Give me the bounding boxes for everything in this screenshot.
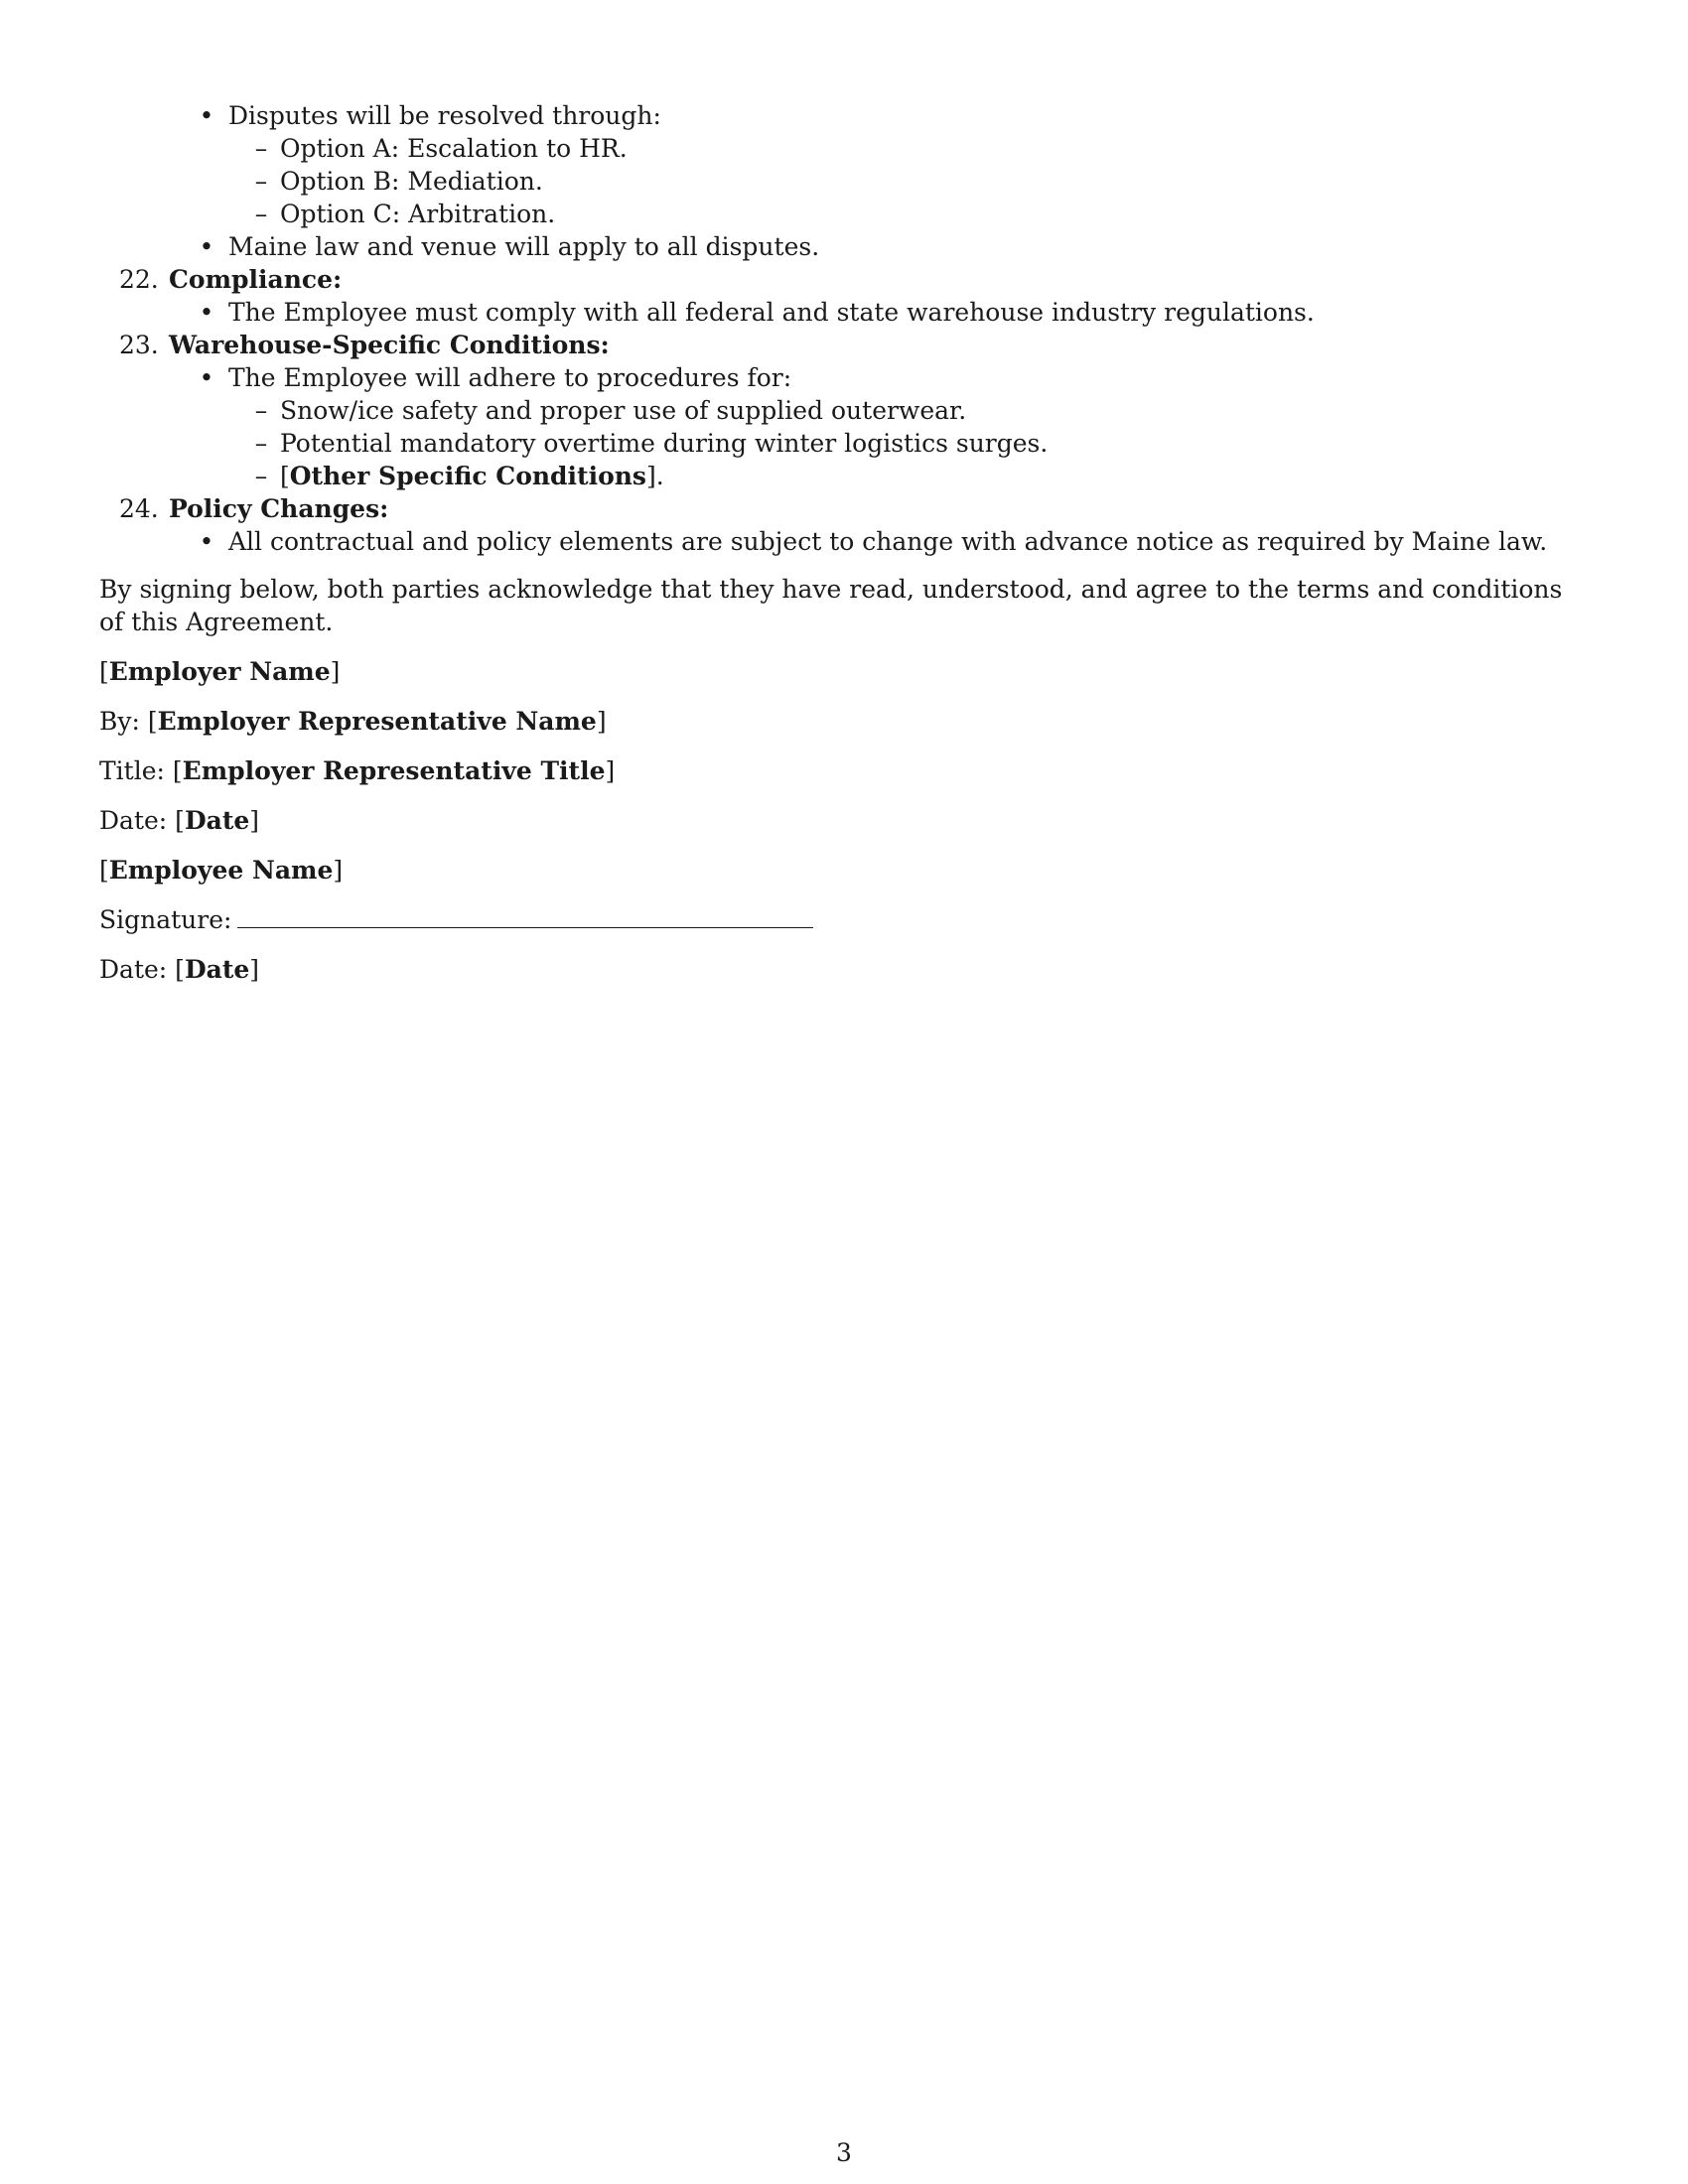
employee-signature-line bbox=[99, 903, 1589, 936]
bullet-icon: • bbox=[199, 101, 214, 130]
dash-icon: – bbox=[254, 462, 268, 490]
section-number: 24. bbox=[119, 494, 159, 523]
list-subitem bbox=[99, 394, 1589, 427]
dispute-option-c: Option C: Arbitration. bbox=[280, 200, 556, 228]
warehouse-intro: The Employee will adhere to procedures for: bbox=[228, 363, 792, 392]
signature-field[interactable] bbox=[237, 903, 813, 928]
employee-date: Date bbox=[184, 955, 250, 984]
dash-icon: – bbox=[254, 167, 268, 196]
dash-icon: – bbox=[254, 396, 268, 425]
acknowledgement-paragraph: By signing below, both parties acknowledge that they have read, understood, and agree to the terms and conditions of this Agreement. bbox=[99, 575, 1563, 636]
list-subitem bbox=[99, 132, 1589, 165]
dash-icon: – bbox=[254, 134, 268, 163]
employer-date: Date bbox=[184, 806, 250, 835]
date-label: Date: bbox=[99, 955, 168, 984]
list-subitem bbox=[99, 165, 1589, 198]
page-number: 3 bbox=[836, 2138, 852, 2167]
list-subitem bbox=[99, 427, 1589, 460]
list-item bbox=[99, 525, 1589, 558]
bullet-icon: • bbox=[199, 363, 214, 392]
employer-date-line: Date: [Date] bbox=[99, 806, 260, 835]
employer-name: Employer Name bbox=[108, 657, 331, 686]
list-item bbox=[99, 230, 1589, 263]
date-label: Date: bbox=[99, 806, 168, 835]
document-body bbox=[99, 99, 1589, 986]
section-heading bbox=[99, 492, 1589, 525]
list-item bbox=[99, 296, 1589, 329]
section-heading bbox=[99, 329, 1589, 361]
employer-rep-title: Employer Representative Title bbox=[182, 756, 606, 785]
dispute-option-b: Option B: Mediation. bbox=[280, 167, 543, 196]
employer-title-line: Title: [Employer Representative Title] bbox=[99, 756, 616, 785]
dispute-option-a: Option A: Escalation to HR. bbox=[280, 134, 628, 163]
section-number: 22. bbox=[119, 265, 159, 294]
placeholder-open: [ bbox=[280, 462, 290, 490]
employee-name: Employee Name bbox=[108, 856, 334, 885]
employer-rep-line: By: [Employer Representative Name] bbox=[99, 707, 607, 736]
section-title: Warehouse-Specific Conditions: bbox=[169, 331, 610, 359]
section-number: 23. bbox=[119, 331, 159, 359]
disputes-intro: Disputes will be resolved through: bbox=[228, 101, 661, 130]
bullet-icon: • bbox=[199, 298, 214, 327]
warehouse-condition-1: Snow/ice safety and proper use of supplied outerwear. bbox=[280, 396, 967, 425]
placeholder-close: ]. bbox=[646, 462, 664, 490]
compliance-text: The Employee must comply with all federal and state warehouse industry regulations. bbox=[228, 298, 1315, 327]
employee-date-line: Date: [Date] bbox=[99, 955, 260, 984]
dash-icon: – bbox=[254, 429, 268, 458]
placeholder-other-conditions: Other Specific Conditions bbox=[289, 462, 647, 490]
dash-icon: – bbox=[254, 200, 268, 228]
employer-name-line: [Employer Name] bbox=[99, 657, 341, 686]
list-subitem bbox=[99, 460, 1589, 492]
employer-rep-name: Employer Representative Name bbox=[157, 707, 597, 736]
list-item bbox=[99, 361, 1589, 394]
by-label: By: bbox=[99, 707, 140, 736]
bullet-icon: • bbox=[199, 527, 214, 556]
section-title: Compliance: bbox=[169, 265, 343, 294]
title-label: Title: bbox=[99, 756, 165, 785]
bullet-icon: • bbox=[199, 232, 214, 261]
signature-label: Signature: bbox=[99, 905, 232, 934]
list-subitem bbox=[99, 198, 1589, 230]
section-title: Policy Changes: bbox=[169, 494, 389, 523]
employee-name-line: [Employee Name] bbox=[99, 856, 344, 885]
section-heading bbox=[99, 263, 1589, 296]
disputes-law: Maine law and venue will apply to all disputes. bbox=[228, 232, 820, 261]
list-item bbox=[99, 99, 1589, 132]
policy-changes-text: All contractual and policy elements are subject to change with advance notice as required by Maine law. bbox=[228, 527, 1548, 556]
warehouse-condition-2: Potential mandatory overtime during winter logistics surges. bbox=[280, 429, 1049, 458]
